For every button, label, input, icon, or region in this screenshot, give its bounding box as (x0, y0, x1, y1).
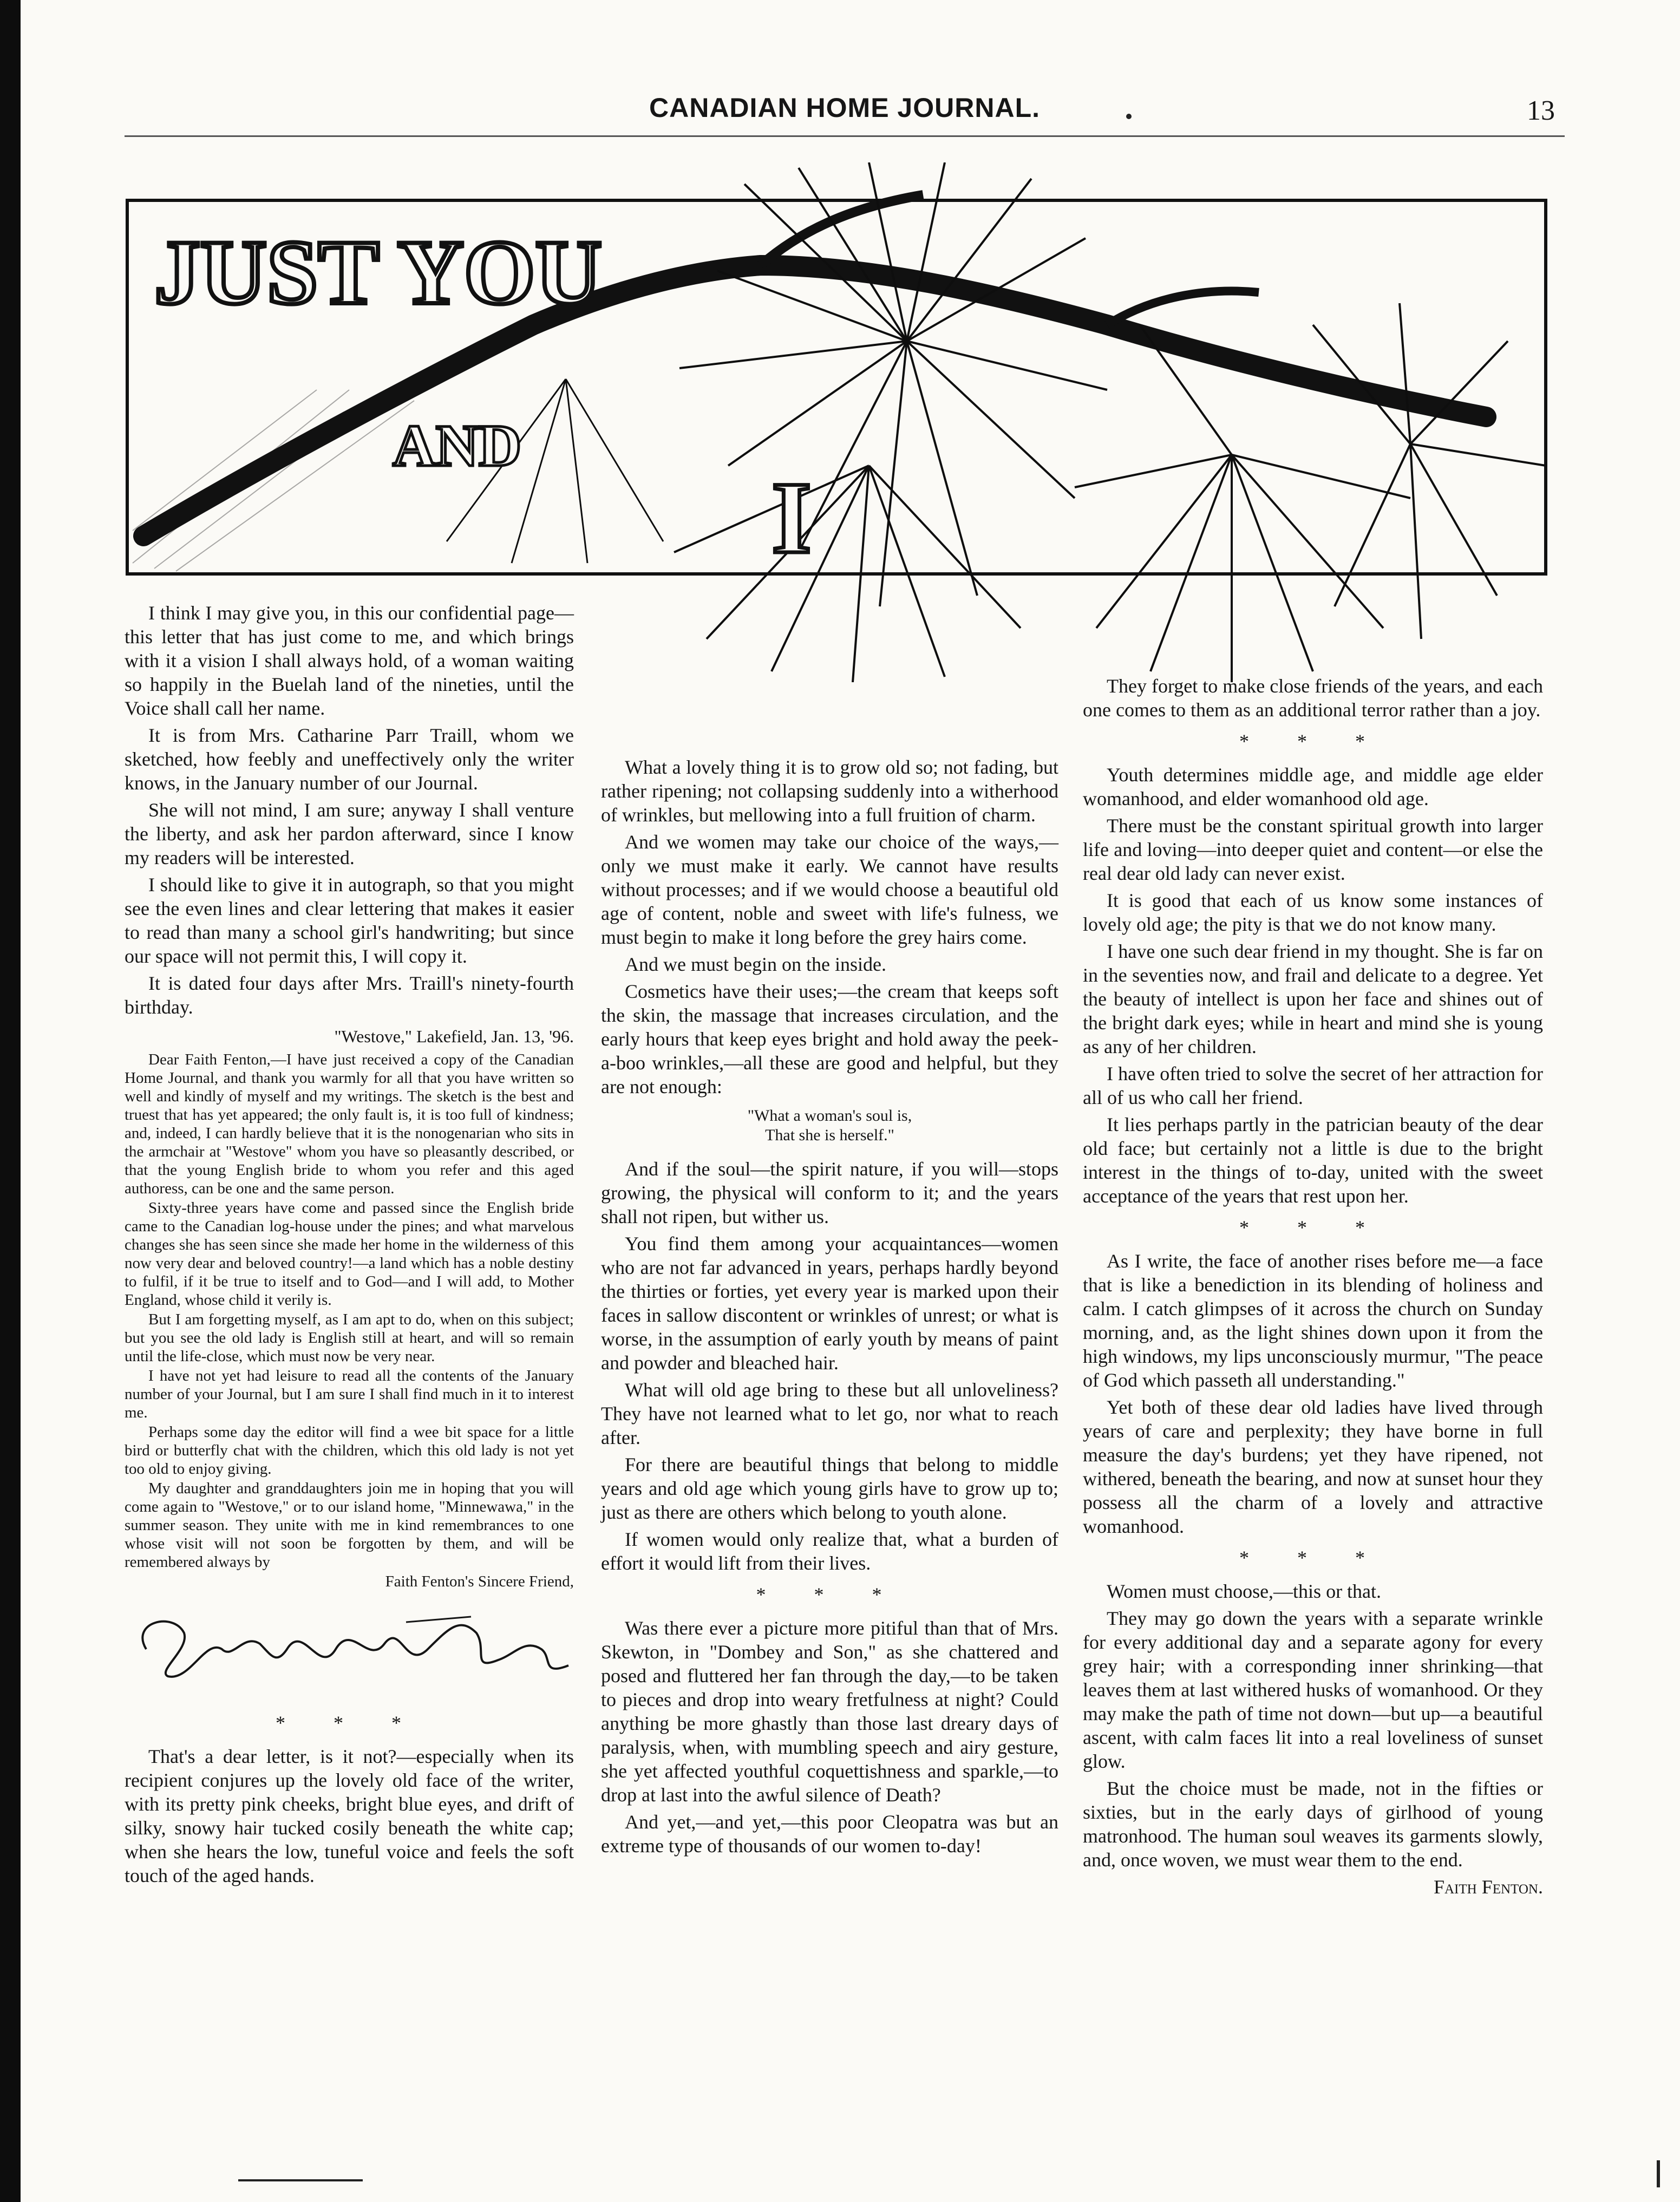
article-column-3 (1083, 674, 1543, 1899)
banner-title-line3: I (772, 461, 812, 575)
paragraph: There must be the constant spiritual growth into larger life and loving—into deeper quiet and content—or else the real dear old lady can never exist. (1083, 815, 1543, 884)
paragraph: And we must begin on the inside. (625, 953, 886, 975)
paragraph: You find them among your acquaintances—women who are not far advanced in years, perhaps hardly beyond the thirties or forties, yet every year is marked upon their faces in sallow discontent or wrinkles of unrest; or what is worse, in the assumption of early youth by means of paint and powder and bleached hair. (601, 1233, 1058, 1374)
paragraph: It is from Mrs. Catharine Parr Traill, whom we sketched, how feebly and uneffectively only the writer knows, in the January number of our Journal. (125, 724, 574, 794)
paragraph: And if the soul—the spirit nature, if you will—stops growing, the physical will conform to it; and the years shall not ripen, but wither us. (601, 1158, 1058, 1227)
banner-title-line2: AND (393, 413, 522, 479)
quote-line: That she is herself." (765, 1126, 894, 1144)
paragraph: I should like to give it in autograph, so that you might see the even lines and clear lettering that makes it easier to read than many a school girl's handwriting; but since our space will not permit this, I will copy it. (125, 874, 574, 967)
journal-title: CANADIAN HOME JOURNAL. (649, 93, 1040, 123)
author-signoff: Faith Fenton. (1433, 1876, 1543, 1898)
header-ornament-dot (1126, 114, 1132, 119)
letter-paragraph: Sixty-three years have come and passed since the English bride came to the Canadian log-house under the pines; and what marvelous changes she has seen since she made her home in the wilderness of this now very dear and beloved country!—a land which has a noble destiny to fulfil, if it be true to itself and to God—and I will add, to Mother England, whose child it verily is. (125, 1199, 574, 1309)
paragraph: Was there ever a picture more pitiful than that of Mrs. Skewton, in "Dombey and Son," as she chattered and posed and fluttered her fan through the day,—to be taken to pieces and drop into weary fretfulness at night? Could anything be more ghastly than those last dreary days of paralysis, when, with mumbling speech and airy gesture, she yet affected youthful coquettishness and sparkle,—to drop at last into the awful silence of Death? (601, 1617, 1058, 1806)
paragraph: For there are beautiful things that belong to middle years and old age which young girls have to grow up to; just as there are others which belong to youth alone. (601, 1454, 1058, 1523)
paragraph: They forget to make close friends of the years, and each one comes to them as an additional terror rather than a joy. (1083, 675, 1544, 721)
paragraph: What will old age bring to these but all unloveliness? They have not learned what to let go, nor what to reach after. (601, 1379, 1058, 1448)
paragraph: Cosmetics have their uses;—the cream that keeps soft the skin, the massage that increases circulation, and the early hours that keep eyes bright and hold away the peek-a-boo wrinkles,—all these are good and helpful, but they are not enough: (601, 981, 1058, 1097)
paragraph: It is dated four days after Mrs. Traill's ninety-fourth birthday. (125, 972, 574, 1018)
section-divider-stars: * * * (1239, 730, 1387, 752)
pine-needle-cluster (679, 162, 1107, 606)
header-rule (125, 135, 1565, 137)
letter-paragraph: Dear Faith Fenton,—I have just received a copy of the Canadian Home Journal, and thank you warmly for all that you have written so well and kindly of myself and my writings. The sketch is the best and truest that has yet appeared; the only fault is, it is too full of kindness; and, indeed, I can hardly believe that it is the nonogenarian who sits in the armchair at "Westove" whom you have so pleasantly described, or that the young English bride to whom you refer and this aged authoress, can be one and the same person. (125, 1051, 574, 1197)
handwritten-signature (125, 1600, 574, 1698)
paragraph: It lies perhaps partly in the patrician beauty of the dear old face; but certainly not a little is due to the bright interest in the things of to-day, united with the sweet acceptance of the years that rest upon her. (1083, 1114, 1543, 1207)
pine-twig (761, 195, 923, 265)
paragraph: That's a dear letter, is it not?—especially when its recipient conjures up the lovely old face of the writer, with its pretty pink cheeks, bright blue eyes, and drift of silky, snowy hair tucked cosily beneath the white cap; when she hears the low, tuneful voice and feels the soft touch of the aged hands. (125, 1746, 574, 1886)
quote-line: "What a woman's soul is, (747, 1107, 912, 1125)
paragraph: If women would only realize that, what a burden of effort it would lift from their lives. (601, 1528, 1058, 1574)
paragraph: It is good that each of us know some instances of lovely old age; the pity is that we do not know many. (1083, 890, 1543, 935)
scan-edge-rule (0, 0, 21, 2202)
paragraph: And yet,—and yet,—this poor Cleopatra was but an extreme type of thousands of our women to-day! (601, 1811, 1058, 1857)
article-column-1 (125, 601, 574, 1891)
letter-closing: Faith Fenton's Sincere Friend, (385, 1573, 574, 1590)
article-column-2 (601, 755, 1058, 1861)
paragraph: As I write, the face of another rises before me—a face that is like a benediction in its blending of holiness and calm. I catch glimpses of it across the church on Sunday morning, and, as the light shines down upon it from the high windows, my lips unconsciously murmur, "The peace of God which passeth all understanding." (1083, 1250, 1543, 1391)
letter-paragraph: I have not yet had leisure to read all the contents of the January number of your Journal, but I am sure I shall find much in it to interest me. (125, 1367, 574, 1421)
letter-dateline: "Westove," Lakefield, Jan. 13, '96. (334, 1027, 574, 1046)
paragraph: They may go down the years with a separate wrinkle for every additional day and a separate agony for every grey hair; with a corresponding inner shrinking—that leaves them at last withered husks of womanhood. Or they may make the path of time not down—but up—a beautiful ascent, with calm faces lit into a real loveliness of sunset glow. (1083, 1608, 1543, 1772)
paragraph: But the choice must be made, not in the fifties or sixties, but in the early days of girlhood of young matronhood. The human soul weaves its garments slowly, and, once woven, we must wear them to the end. (1083, 1778, 1543, 1871)
signature-svg (125, 1600, 574, 1698)
paragraph: Youth determines middle age, and middle age elder womanhood, and elder womanhood old age. (1083, 764, 1543, 809)
section-divider-stars: * * * (1239, 1217, 1387, 1238)
section-divider-stars: * * * (1239, 1547, 1387, 1569)
letter-paragraph: Perhaps some day the editor will find a wee bit space for a little bird or butterfly chat with the children, which this old lady is not yet too old to enjoy giving. (125, 1423, 574, 1478)
paragraph: She will not mind, I am sure; anyway I shall venture the liberty, and ask her pardon afterward, since I know my readers will be interested. (125, 799, 574, 868)
pine-needle-cluster (1075, 325, 1410, 682)
scan-artifact (238, 2179, 363, 2181)
paragraph: Yet both of these dear old ladies have lived through years of care and perplexity; they have borne in full measure the day's burdens; yet they have ripened, not withered, beneath the bearing, and now at sunset hour they possess all the charm of a lovely and attractive womanhood. (1083, 1396, 1543, 1537)
paragraph: I think I may give you, in this our confidential page—this letter that has just come to me, and which brings with it a vision I shall always hold, of a woman waiting so happily in the Buelah land of the nineties, until the Voice shall call her name. (125, 602, 574, 719)
letter-paragraph: My daughter and granddaughters join me in hoping that you will come again to "Westove," or to our island home, "Minnewawa," in the summer season. They unite with me in kind remembrances to one whose visit will not soon be forgotten by them, and will be remembered always by (125, 1480, 574, 1571)
paragraph: What a lovely thing it is to grow old so; not fading, but rather ripening; not collapsing suddenly into a witherhood of wrinkles, but mellowing into a full fruition of charm. (601, 756, 1058, 826)
paragraph: And we women may take our choice of the ways,—only we must make it early. We cannot have results without processes; and if we would choose a beautiful old age of content, noble and sweet with life's fulness, we must begin to make it long before the grey hairs come. (601, 831, 1058, 948)
pine-twig (1107, 291, 1259, 325)
paragraph: Women must choose,—this or that. (1107, 1580, 1382, 1602)
section-divider-stars: * * * (756, 1584, 904, 1605)
banner-title-line1: JUST YOU (154, 221, 602, 323)
paragraph: I have one such dear friend in my thought. She is far on in the seventies now, and frail and delicate to a degree. Yet the beauty of intellect is upon her face and shines out of the bright dark eyes; while in heart and mind she is young as any of her children. (1083, 940, 1543, 1057)
paragraph: I have often tried to solve the secret of her attraction for all of us who call her friend. (1083, 1063, 1543, 1108)
section-divider-stars: * * * (276, 1712, 423, 1734)
scan-artifact (1657, 2160, 1660, 2187)
letter-paragraph: But I am forgetting myself, as I am apt to do, when on this subject; but you see the old lady is English still at heart, and will so remain until the life-close, which must now be very near. (125, 1311, 574, 1365)
letter-text (125, 1050, 574, 1591)
page-number: 13 (1527, 95, 1555, 126)
poem-quote (601, 1106, 1058, 1145)
